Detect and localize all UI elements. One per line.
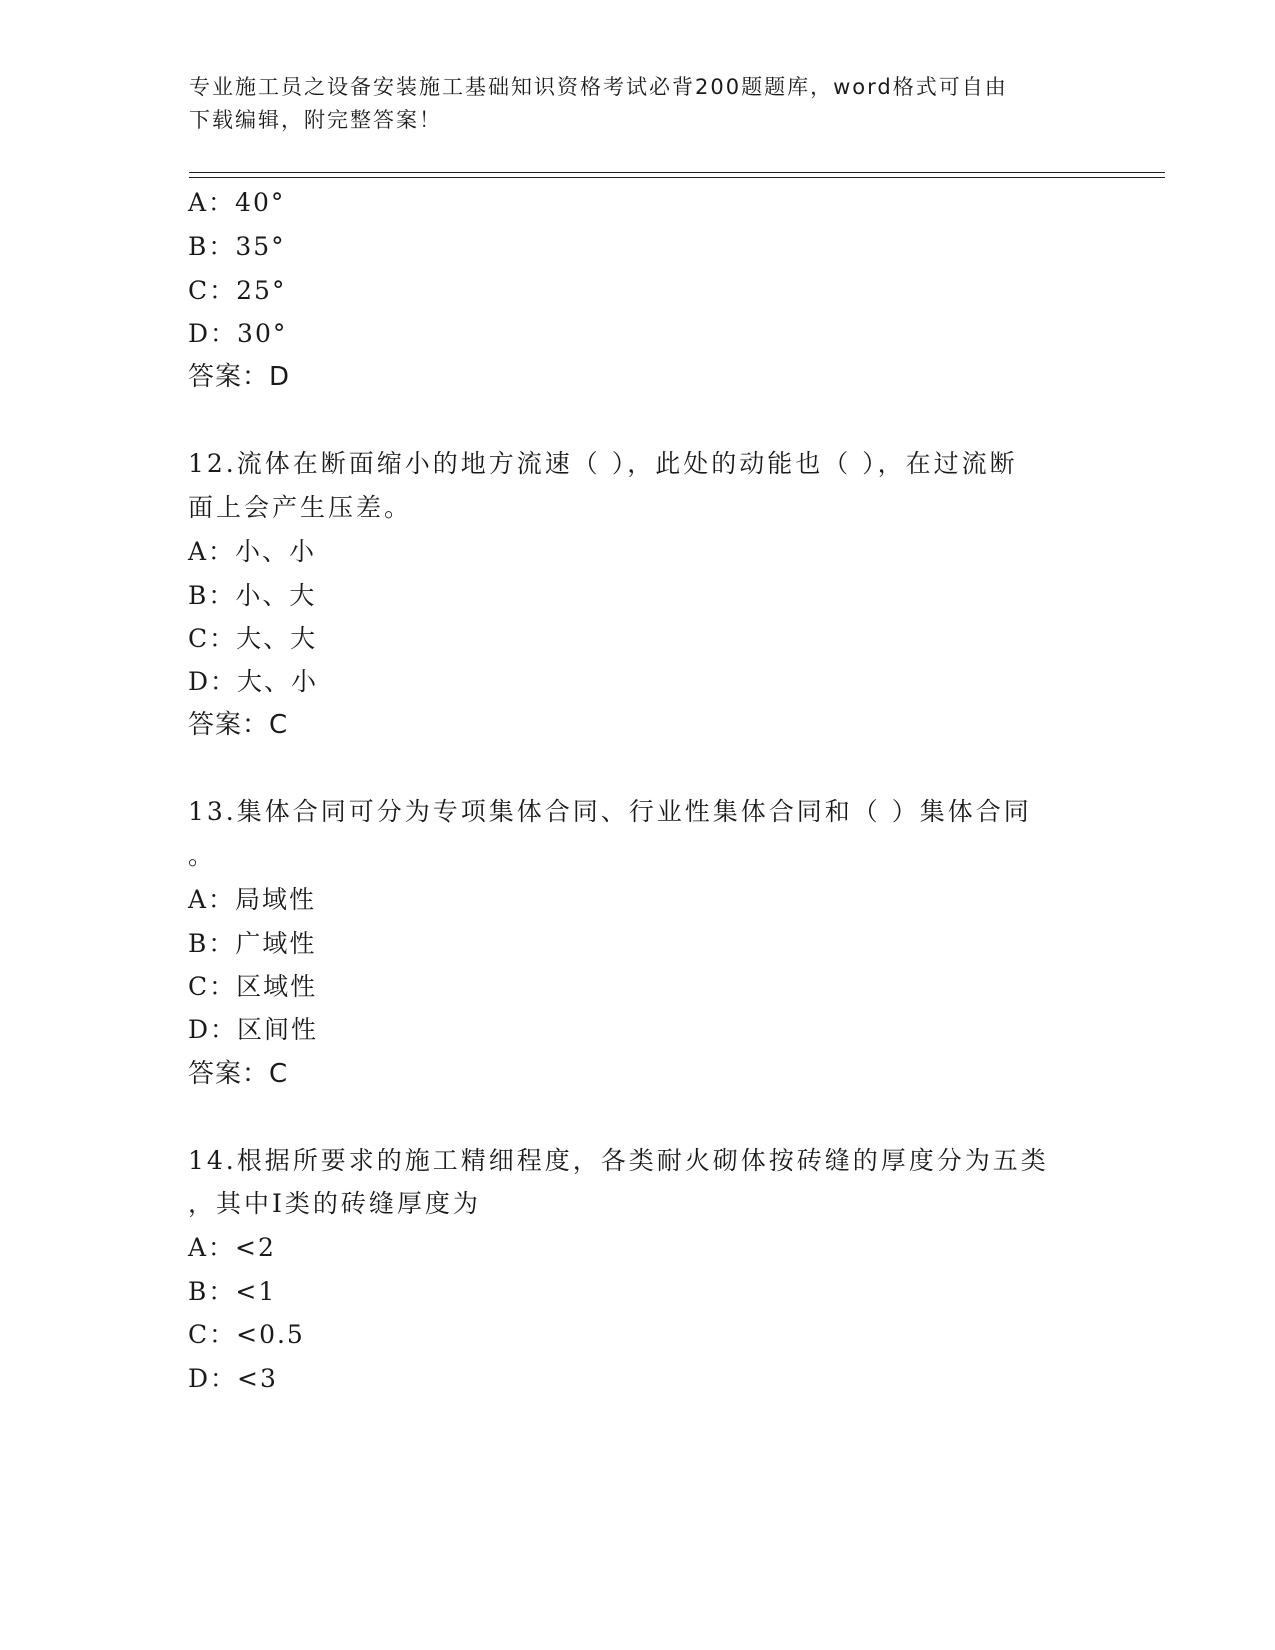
q11-option-a: A：40° <box>188 188 286 217</box>
q13-option-a: A：局域性 <box>188 885 317 914</box>
q14-stem-line-2: ，其中Ⅰ类的砖缝厚度为 <box>188 1189 481 1218</box>
q13-option-c: C：区域性 <box>188 972 318 1001</box>
q11-option-d: D：30° <box>188 319 288 348</box>
header-rule-bottom <box>189 177 1165 178</box>
q12-option-a: A：小、小 <box>188 537 317 566</box>
q12-stem-line-1: 12.流体在断面缩小的地方流速（ ），此处的动能也（ ），在过流断 <box>188 449 1018 478</box>
q11-option-c: C：25° <box>188 276 287 305</box>
document-header-line-2: 下载编辑，附完整答案！ <box>189 108 442 132</box>
q12-stem-line-2: 面上会产生压差。 <box>188 493 413 522</box>
q12-answer: 答案：C <box>188 710 289 740</box>
q11-option-b: B：35° <box>188 232 286 261</box>
q12-option-b: B：小、大 <box>188 581 317 610</box>
header-rule-top <box>189 172 1165 173</box>
q12-option-c: C：大、大 <box>188 624 318 653</box>
document-header-line-1: 专业施工员之设备安装施工基础知识资格考试必背200题题库，word格式可自由 <box>189 75 1008 99</box>
q14-option-a: A：<2 <box>188 1233 276 1262</box>
q11-answer: 答案：D <box>188 362 291 392</box>
q13-option-d: D：区间性 <box>188 1015 319 1044</box>
q14-option-c: C：<0.5 <box>188 1320 305 1349</box>
q14-option-d: D：<3 <box>188 1364 278 1393</box>
q14-stem-line-1: 14.根据所要求的施工精细程度，各类耐火砌体按砖缝的厚度分为五类 <box>188 1146 1049 1175</box>
q12-option-d: D：大、小 <box>188 667 319 696</box>
q14-option-b: B：<1 <box>188 1277 277 1306</box>
q13-answer: 答案：C <box>188 1059 289 1089</box>
q13-stem-line-1: 13.集体合同可分为专项集体合同、行业性集体合同和（ ）集体合同 <box>188 797 1032 826</box>
q13-option-b: B：广域性 <box>188 929 317 958</box>
q13-stem-line-2: 。 <box>188 841 217 870</box>
